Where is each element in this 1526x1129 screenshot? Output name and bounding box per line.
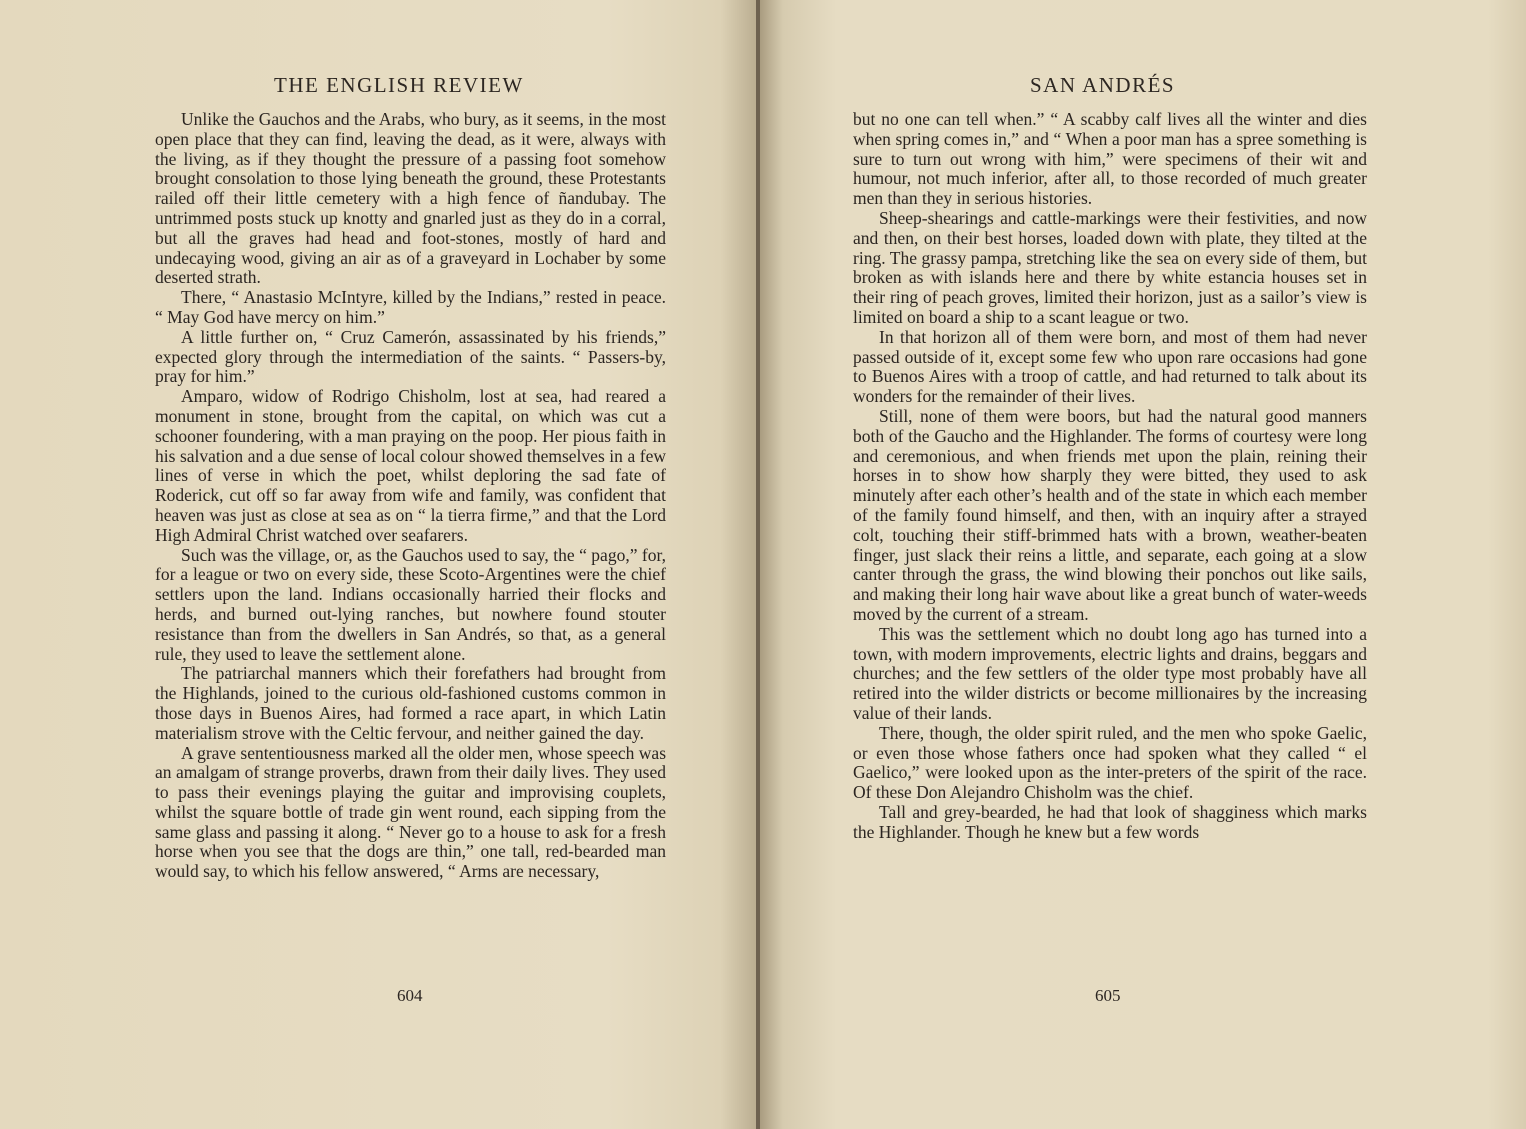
running-head: SAN ANDRÉS	[1030, 73, 1176, 97]
left-page	[0, 0, 758, 1129]
body-text	[853, 110, 1367, 842]
paragraph: Sheep-shearings and cattle-markings were their festivities, and now and then, on their best horses, loaded down with plate, they tilted at the ring. The grassy pampa, stretching like the sea on every side of them, but broken as with islands here and there by white estancia houses set in their ring of peach groves, limited their horizon, just as a sailor’s view is limited on board a ship to a scant league or two.	[853, 207, 1367, 327]
page-number: 605	[1095, 986, 1121, 1005]
paragraph: but no one can tell when.” “ A scabby calf lives all the winter and dies when spring comes in,” and “ When a poor man has a spree something is sure to turn out wrong with him,” were specimens of their wit and humour, not much inferior, after all, to those recorded of much greater men than they in serious histories.	[853, 109, 1367, 209]
paragraph: In that horizon all of them were born, and most of them had never passed outside of it, except some few who upon rare occasions had gone to Buenos Aires with a troop of cattle, and had returned to talk about its wonders for the remainder of their lives.	[853, 326, 1367, 407]
paragraph: There, “ Anastasio McIntyre, killed by the Indians,” rested in peace. “ May God have mercy on him.”	[155, 287, 666, 327]
paragraph: This was the settlement which no doubt long ago has turned into a town, with modern improvements, electric lights and drains, beggars and churches; and the few settlers of the older type most probably have all retired into the wilder districts or become millionaires by the increasing value of their lands.	[853, 623, 1367, 723]
body-text	[155, 110, 666, 882]
right-page	[760, 0, 1526, 1129]
paragraph: Tall and grey-bearded, he had that look of shagginess which marks the Highlander. Though he knew but a few words	[853, 801, 1367, 842]
paragraph: Unlike the Gauchos and the Arabs, who bury, as it seems, in the most open place that they can find, leaving the dead, as it were, always with the living, as if they thought the pressure of a passing foot somehow brought consolation to those lying beneath the ground, these Protestants railed off their little cemetery with a high fence of ñandubay. The untrimmed posts stuck up knotty and gnarled just as they do in a corral, but all the graves had head and foot-stones, mostly of hard and undecaying wood, giving an air as of a graveyard in Lochaber by some deserted strath.	[155, 109, 666, 288]
page-number: 604	[397, 986, 423, 1005]
paragraph: A grave sententiousness marked all the older men, whose speech was an amalgam of strange proverbs, drawn from their daily lives. They used to pass their evenings playing the guitar and improvising couplets, whilst the square bottle of trade gin went round, each sipping from the same glass and passing it along. “ Never go to a house to ask for a fresh horse when you see that the dogs are thin,” one tall, red-bearded man would say, to which his fellow answered, “ Arms are necessary,	[155, 742, 666, 882]
paragraph: There, though, the older spirit ruled, and the men who spoke Gaelic, or even those whose fathers once had spoken what they called “ el Gaelico,” were looked upon as the inter-preters of the spirit of the race. Of these Don Alejandro Chisholm was the chief.	[853, 722, 1367, 803]
paragraph: Such was the village, or, as the Gauchos used to say, the “ pago,” for, for a league or two on every side, these Scoto-Argentines were the chief settlers upon the land. Indians occasionally harried their flocks and herds, and burned out-lying ranches, but nowhere found stouter resistance than from the dwellers in San Andrés, so that, as a general rule, they used to leave the settlement alone.	[155, 544, 666, 664]
paragraph: Still, none of them were boors, but had the natural good manners both of the Gaucho and the Highlander. The forms of courtesy were long and ceremonious, and when friends met upon the plain, reining their horses in to show how sharply they were bitted, they used to ask minutely after each other’s health and of the state in which each member of the family found himself, and then, with an inquiry after a strayed colt, touching their stiff-brimmed hats with a brown, weather-beaten finger, just slack their reins a little, and separate, each going at a slow canter through the grass, the wind blowing their ponchos out like sails, and making their long hair wave about like a great bunch of water-weeds moved by the current of a stream.	[853, 405, 1367, 624]
paragraph: A little further on, “ Cruz Camerón, assassinated by his friends,” expected glory through the intermediation of the saints. “ Passers-by, pray for him.”	[155, 326, 666, 387]
running-head: THE ENGLISH REVIEW	[274, 73, 524, 97]
paragraph: Amparo, widow of Rodrigo Chisholm, lost at sea, had reared a monument in stone, brought from the capital, on which was cut a schooner foundering, with a man praying on the poop. Her pious faith in his salvation and a due sense of local colour showed themselves in a few lines of verse in which the poet, whilst deploring the sad fate of Roderick, cut off so far away from wife and family, was confident that heaven was just as close at sea as on “ la tierra firme,” and that the Lord High Admiral Christ watched over seafarers.	[155, 386, 666, 545]
paragraph: The patriarchal manners which their forefathers had brought from the Highlands, joined to the curious old-fashioned customs common in those days in Buenos Aires, had formed a race apart, in which Latin materialism strove with the Celtic fervour, and neither gained the day.	[155, 663, 666, 743]
